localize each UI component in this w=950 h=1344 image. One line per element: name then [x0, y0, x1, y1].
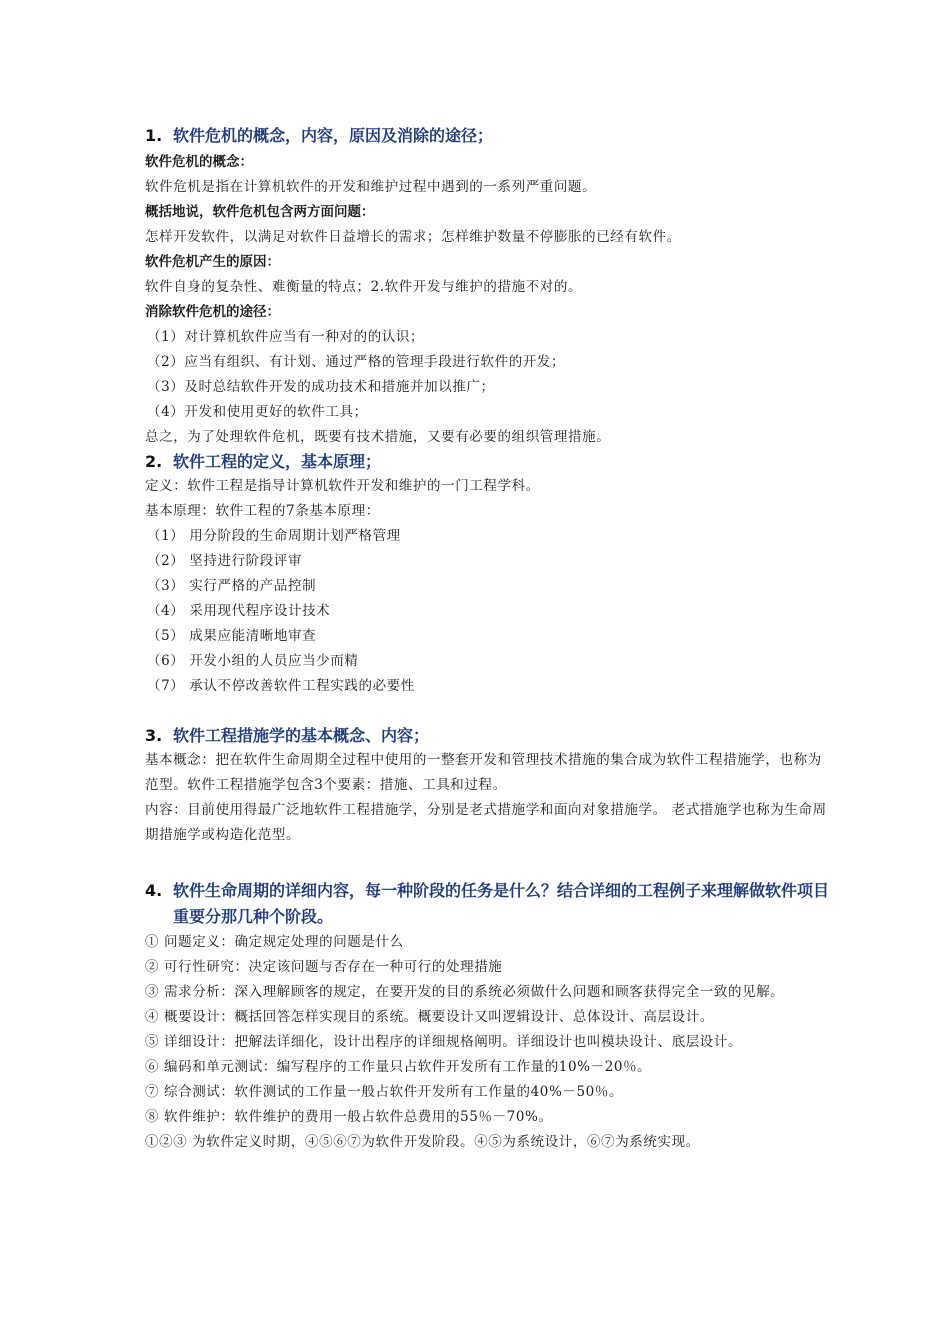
- list-item: ⑥ 编码和单元测试：编写程序的工作量只占软件开发所有工作量的10%－20％。: [145, 1059, 652, 1075]
- section-number: 2.: [145, 452, 163, 471]
- list-item: ② 可行性研究：决定该问题与否存在一种可行的处理措施: [145, 959, 503, 975]
- paragraph: 基本原理：软件工程的7条基本原理：: [145, 503, 380, 519]
- paragraph: 软件自身的复杂性、难衡量的特点；2.软件开发与维护的措施不对的。: [145, 279, 583, 295]
- paragraph: 总之，为了处理软件危机，既要有技术措施，又要有必要的组织管理措施。: [145, 429, 611, 445]
- document-body: [145, 124, 835, 1155]
- spacer: [145, 848, 835, 878]
- list-item: （1） 用分阶段的生命周期计划严格管理: [147, 528, 401, 544]
- list-item: （3） 实行严格的产品控制: [147, 578, 317, 594]
- subheading: 消除软件危机的途径：: [145, 304, 280, 320]
- list-item: （2） 坚持进行阶段评审: [147, 553, 303, 569]
- list-item: （4）开发和使用更好的软件工具；: [147, 404, 368, 420]
- section-3-heading: [145, 724, 835, 748]
- section-number: 4.: [145, 881, 163, 900]
- list-item: ⑧ 软件维护：软件维护的费用一般占软件总费用的55％－70%。: [145, 1109, 553, 1125]
- list-item: ④ 概要设计：概括回答怎样实现目的系统。概要设计又叫逻辑设计、总体设计、高层设计。: [145, 1009, 714, 1025]
- section-1-heading: [145, 124, 835, 148]
- list-item: （1）对计算机软件应当有一种对的的认识；: [147, 329, 425, 345]
- paragraph: 怎样开发软件，以满足对软件日益增长的需求；怎样维护数量不停膨胀的已经有软件。: [145, 229, 681, 245]
- paragraph: 定义：软件工程是指导计算机软件开发和维护的一门工程学科。: [145, 478, 540, 494]
- list-item: ⑤ 详细设计：把解法详细化，设计出程序的详细规格阐明。详细设计也叫模块设计、底层设计。: [145, 1034, 743, 1050]
- list-item: ⑦ 综合测试：软件测试的工作量一般占软件开发所有工作量的40%－50％。: [145, 1084, 624, 1100]
- section-title: 软件生命周期的详细内容，每一种阶段的任务是什么？结合详细的工程例子来理解做软件项目重要分那几种个阶段。: [173, 881, 830, 926]
- section-2-heading: [145, 450, 835, 474]
- list-item: （6） 开发小组的人员应当少而精: [147, 653, 359, 669]
- spacer: [145, 699, 835, 724]
- paragraph: 内容：目前使用得最广泛地软件工程措施学，分别是老式措施学和面向对象措施学。 老式措施学也称为生命周期措施学或构造化范型。: [145, 802, 827, 843]
- list-item: （3）及时总结软件开发的成功技术和措施并加以推广；: [147, 379, 495, 395]
- paragraph: 基本概念：把在软件生命周期全过程中使用的一整套开发和管理技术措施的集合成为软件工程措施学，也称为范型。软件工程措施学包含3个要素：措施、工具和过程。: [145, 752, 822, 793]
- section-number: 3.: [145, 726, 163, 745]
- subheading: 软件危机产生的原因：: [145, 254, 280, 270]
- list-item: （2）应当有组织、有计划、通过严格的管理手段进行软件的开发；: [147, 354, 566, 370]
- list-item: ① 问题定义：确定规定处理的问题是什么: [145, 934, 404, 950]
- section-title: 软件危机的概念，内容，原因及消除的途径；: [173, 126, 494, 145]
- list-item: （5） 成果应能清晰地审查: [147, 628, 317, 644]
- paragraph: ①②③ 为软件定义时期，④⑤⑥⑦为软件开发阶段。④⑤为系统设计，⑥⑦为系统实现。: [145, 1134, 700, 1150]
- section-title: 软件工程措施学的基本概念、内容；: [173, 726, 430, 745]
- section-title: 软件工程的定义，基本原理；: [173, 452, 382, 471]
- paragraph: 软件危机是指在计算机软件的开发和维护过程中遇到的一系列严重问题。: [145, 179, 597, 195]
- section-number: 1.: [145, 126, 163, 145]
- list-item: （7） 承认不停改善软件工程实践的必要性: [147, 678, 415, 694]
- list-item: （4） 采用现代程序设计技术: [147, 603, 331, 619]
- list-item: ③ 需求分析：深入理解顾客的规定，在要开发的目的系统必须做什么问题和顾客获得完全一致的见解。: [145, 984, 785, 1000]
- section-4-heading: [145, 878, 835, 930]
- subheading: 概括地说，软件危机包含两方面问题：: [145, 204, 375, 220]
- subheading: 软件危机的概念：: [145, 154, 253, 170]
